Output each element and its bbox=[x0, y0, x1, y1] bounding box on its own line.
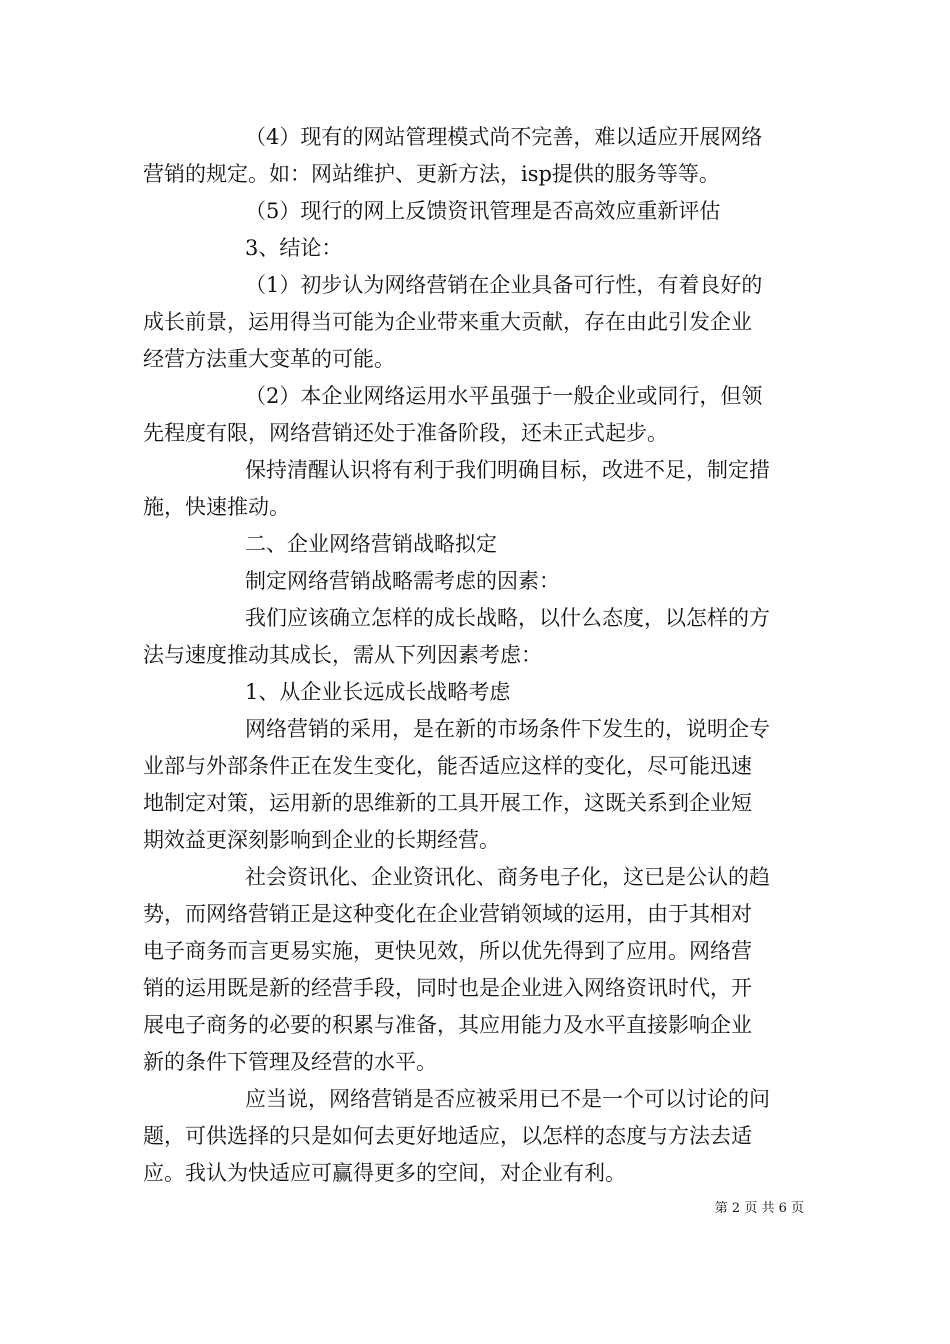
page-number: 第 2 页 共 6 页 bbox=[714, 1201, 804, 1216]
text-line: （2）本企业网络运用水平虽强于一般企业或同行，但领 bbox=[245, 384, 763, 408]
text-line: 施，快速推动。 bbox=[143, 495, 290, 519]
text-line: 营销的规定。如：网站维护、更新方法，isp提供的服务等等。 bbox=[143, 162, 720, 186]
text-line: 应。我认为快适应可赢得更多的空间，对企业有利。 bbox=[143, 1161, 626, 1185]
text-line: 制定网络营销战略需考虑的因素： bbox=[245, 569, 560, 593]
text-line: （1）初步认为网络营销在企业具备可行性，有着良好的 bbox=[245, 273, 763, 297]
text-line: 销的运用既是新的经营手段，同时也是企业进入网络资讯时代，开 bbox=[143, 976, 752, 1000]
text-line: 势，而网络营销正是这种变化在企业营销领域的运用，由于其相对 bbox=[143, 902, 752, 926]
text-line: （5）现行的网上反馈资讯管理是否高效应重新评估 bbox=[245, 199, 721, 223]
text-line: 1、从企业长远成长战略考虑 bbox=[245, 680, 511, 704]
text-line: 经营方法重大变革的可能。 bbox=[143, 347, 395, 371]
text-line: 地制定对策，运用新的思维新的工具开展工作，这既关系到企业短 bbox=[143, 791, 752, 815]
text-line: （4）现有的网站管理模式尚不完善，难以适应开展网络 bbox=[245, 125, 763, 149]
text-line: 成长前景，运用得当可能为企业带来重大贡献，存在由此引发企业 bbox=[143, 310, 752, 334]
text-line: 社会资讯化、企业资讯化、商务电子化，这已是公认的趋 bbox=[245, 865, 770, 889]
text-line: 新的条件下管理及经营的水平。 bbox=[143, 1050, 437, 1074]
section-heading: 二、企业网络营销战略拟定 bbox=[245, 532, 497, 556]
text-line: 保持清醒认识将有利于我们明确目标，改进不足，制定措 bbox=[245, 458, 770, 482]
text-line: 应当说，网络营销是否应被采用已不是一个可以讨论的问 bbox=[245, 1087, 770, 1111]
text-line: 题，可供选择的只是如何去更好地适应，以怎样的态度与方法去适 bbox=[143, 1124, 752, 1148]
text-line: 我们应该确立怎样的成长战略，以什么态度，以怎样的方 bbox=[245, 606, 770, 630]
text-line: 先程度有限，网络营销还处于准备阶段，还未正式起步。 bbox=[143, 421, 668, 445]
text-line: 展电子商务的必要的积累与准备，其应用能力及水平直接影响企业 bbox=[143, 1013, 752, 1037]
text-line: 期效益更深刻影响到企业的长期经营。 bbox=[143, 828, 500, 852]
text-line: 网络营销的采用，是在新的市场条件下发生的，说明企专 bbox=[245, 717, 770, 741]
text-line: 3、结论： bbox=[245, 236, 343, 260]
text-line: 电子商务而言更易实施，更快见效，所以优先得到了应用。网络营 bbox=[143, 939, 752, 963]
text-line: 业部与外部条件正在发生变化，能否适应这样的变化，尽可能迅速 bbox=[143, 754, 752, 778]
text-line: 法与速度推动其成长，需从下列因素考虑： bbox=[143, 643, 542, 667]
